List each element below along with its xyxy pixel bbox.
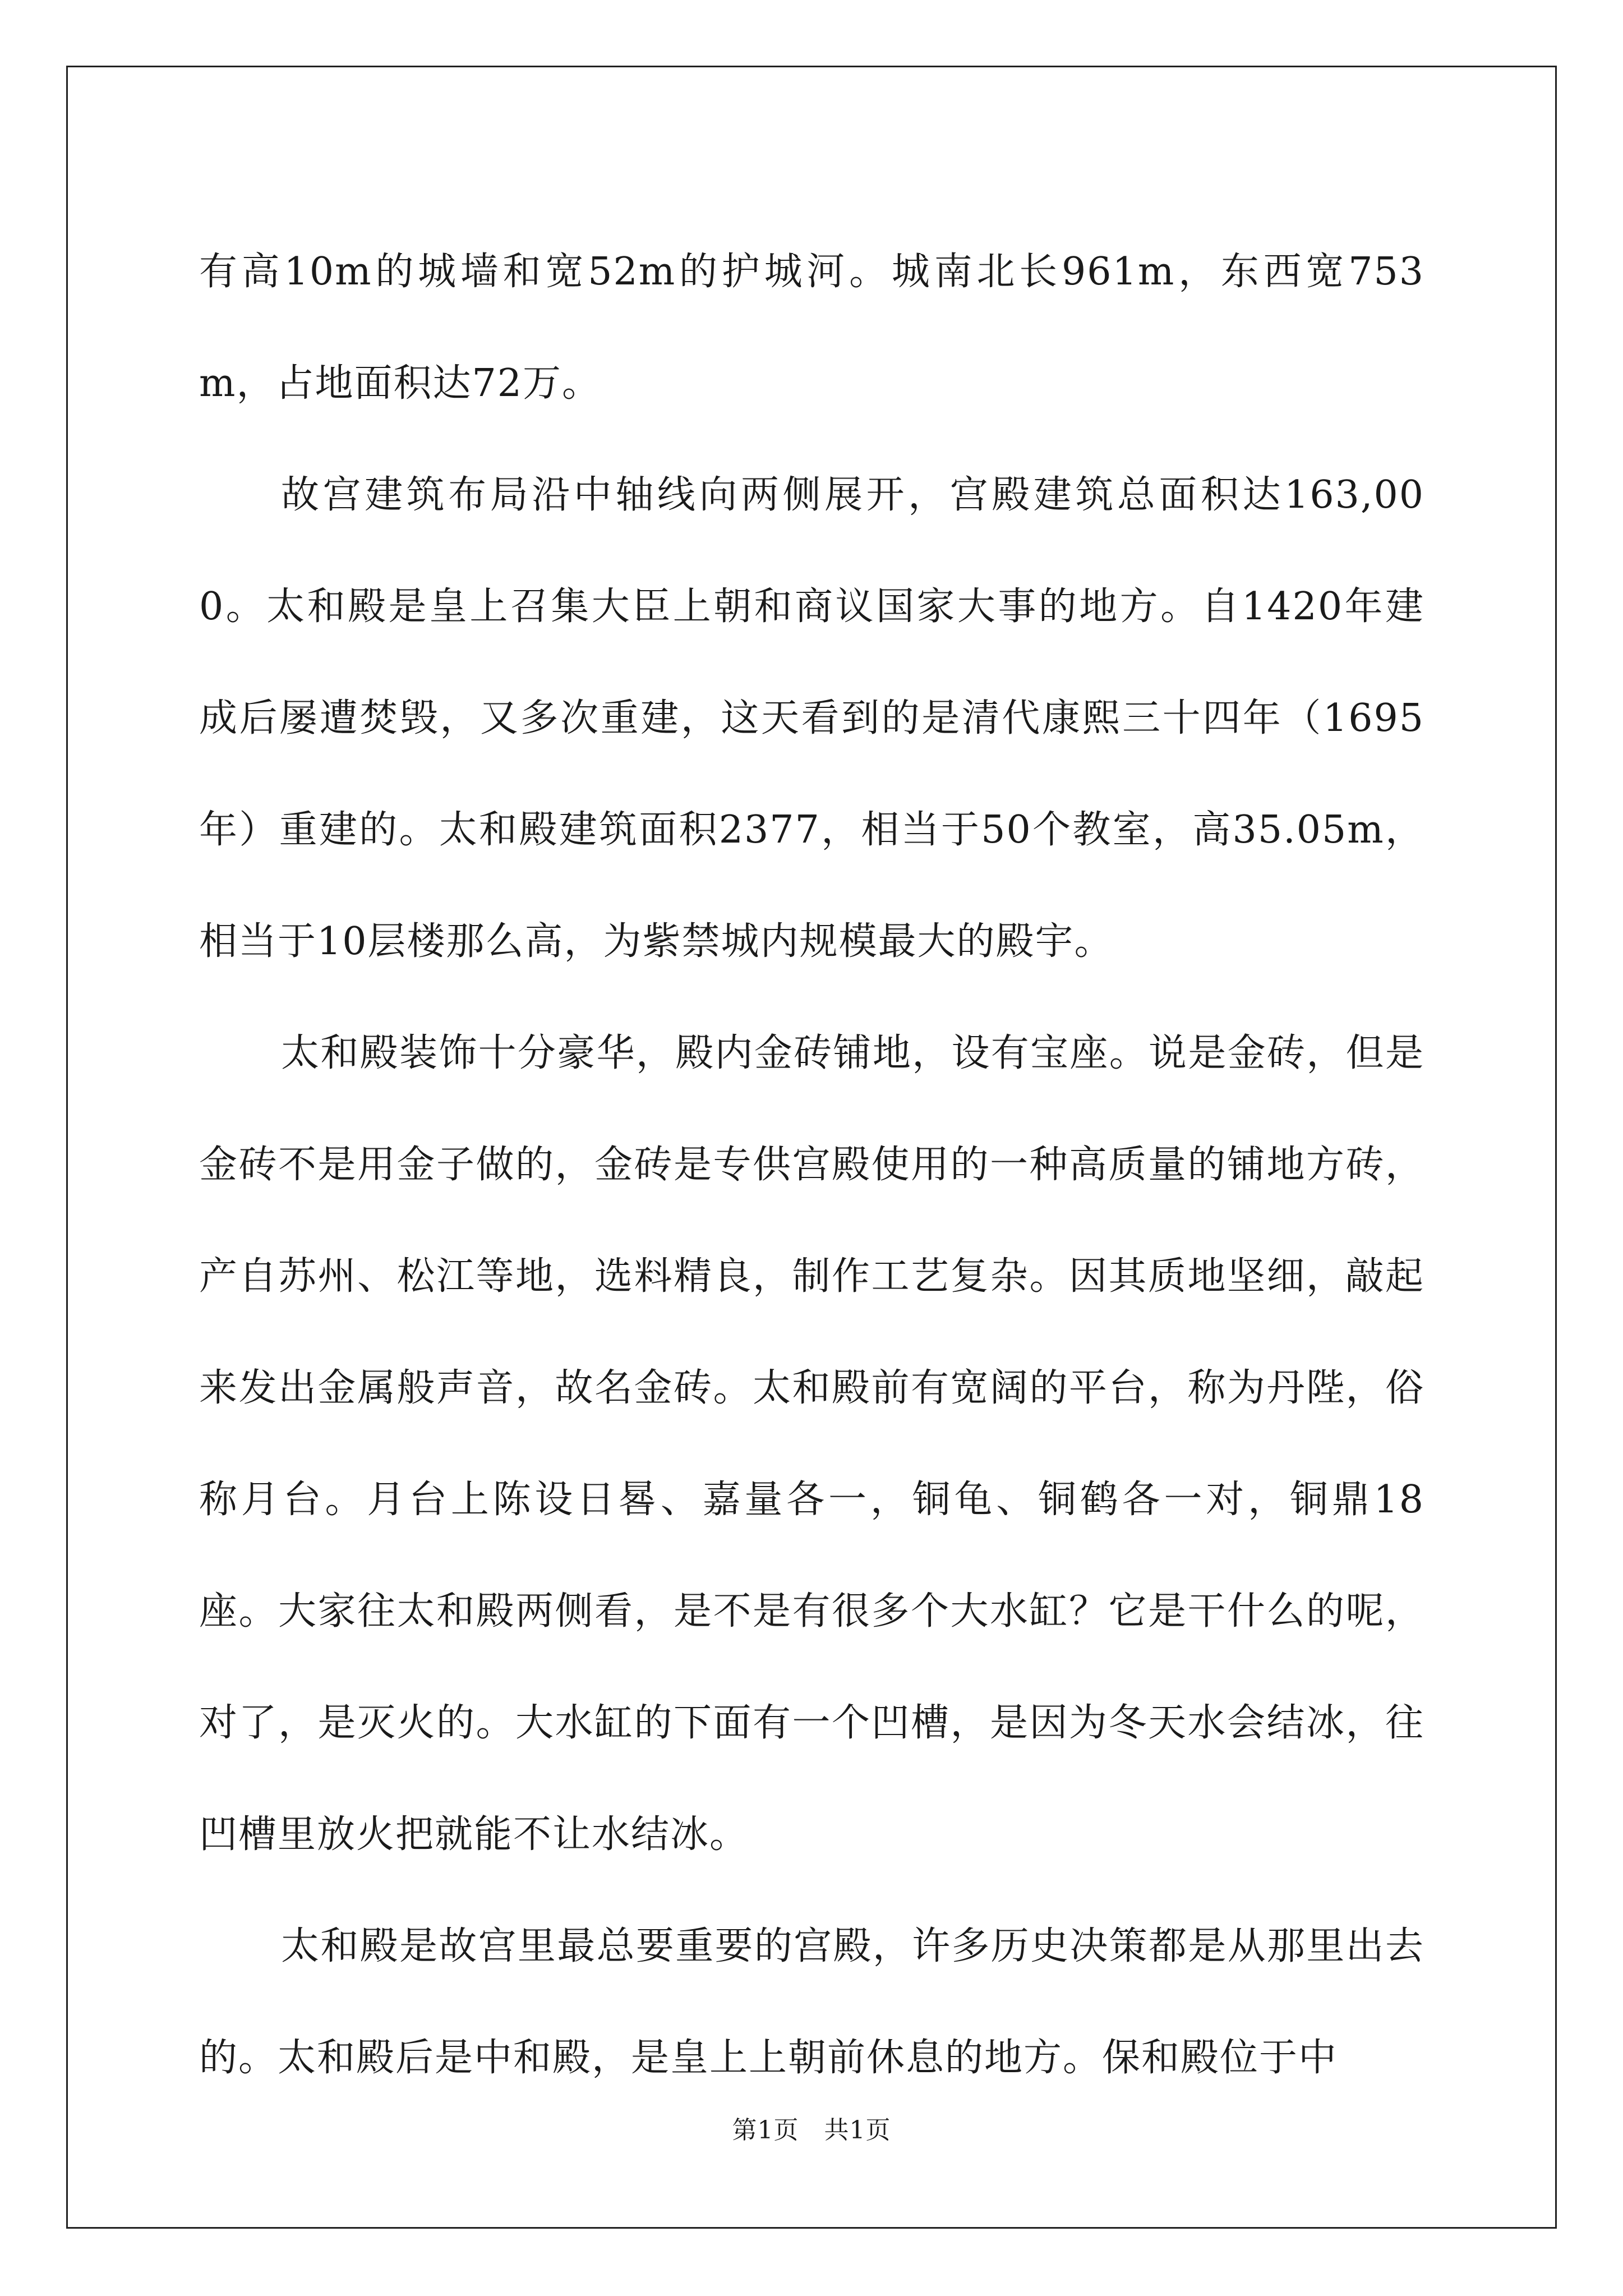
paragraph-4: 太和殿是故宫里最总要重要的宫殿，许多历史决策都是从那里出去的。太和殿后是中和殿，是皇上上朝前休息的地方。保和殿位于中 — [199, 1924, 1424, 2080]
paragraph-2: 故宫建筑布局沿中轴线向两侧展开，宫殿建筑总面积达163,000。太和殿是皇上召集大臣上朝和商议国家大事的地方。自1420年建成后屡遭焚毁，又多次重建，这天看到的是清代康熙三十四年（1695年）重建的。太和殿建筑面积2377，相当于50个教室，高35.05m，相当于10层楼那么高，为紫禁城内规模最大的殿宇。 — [199, 473, 1424, 964]
paragraph-3: 太和殿装饰十分豪华，殿内金砖铺地，设有宝座。说是金砖，但是金砖不是用金子做的，金砖是专供宫殿使用的一种高质量的铺地方砖，产自苏州、松江等地，选料精良，制作工艺复杂。因其质地坚细，敲起来发出金属般声音，故名金砖。太和殿前有宽阔的平台，称为丹陛，俗称月台。月台上陈设日晷、嘉量各一，铜龟、铜鹤各一对，铜鼎18座。大家往太和殿两侧看，是不是有很多个大水缸？它是干什么的呢，对了，是灭火的。大水缸的下面有一个凹槽，是因为冬天水会结冰，往凹槽里放火把就能不让水结冰。 — [199, 1031, 1424, 1857]
page-number-footer: 第1页 共1页 — [732, 2116, 891, 2145]
document-body — [199, 216, 1424, 2114]
paragraph-1: 有高10m的城墙和宽52m的护城河。城南北长961m，东西宽753m，占地面积达72万。 — [199, 250, 1424, 406]
